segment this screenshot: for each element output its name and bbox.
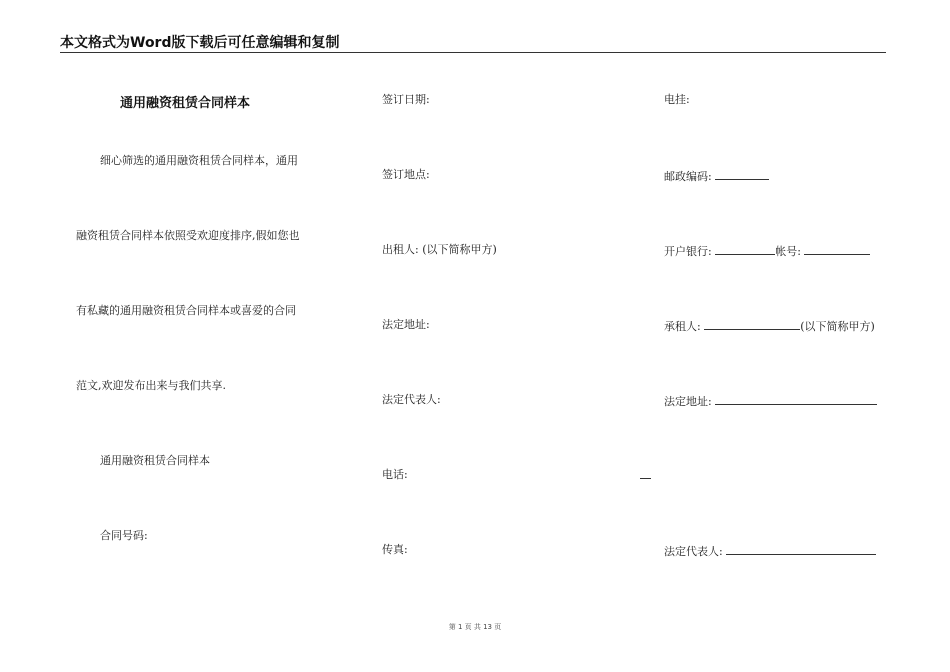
- document-header: 本文格式为Word版下载后可任意编辑和复制: [60, 35, 340, 51]
- lessee-label: 承租人:: [664, 320, 701, 333]
- lessee-row: [664, 318, 875, 334]
- lessor-address-label: 法定地址:: [382, 318, 430, 331]
- postcode-blank: [715, 168, 769, 180]
- intro-line-4: 范文,欢迎发布出来与我们共享.: [76, 379, 226, 392]
- document-title: 通用融资租赁合同样本: [120, 96, 251, 111]
- bank-label: 开户银行:: [664, 245, 712, 258]
- postcode-label: 邮政编码:: [664, 170, 712, 183]
- lessee-rep-label: 法定代表人:: [664, 545, 723, 558]
- lessor-rep-label: 法定代表人:: [382, 393, 441, 406]
- lessee-suffix: (以下简称甲方): [800, 320, 875, 333]
- contract-number-label: 合同号码:: [100, 529, 148, 542]
- account-label: 帐号:: [775, 245, 801, 258]
- intro-line-3: 有私藏的通用融资租赁合同样本或喜爱的合同: [76, 304, 296, 317]
- header-divider: [60, 52, 886, 53]
- bank-blank: [715, 243, 775, 255]
- lessee-blank: [704, 318, 800, 330]
- lessee-rep-blank: [726, 543, 876, 555]
- subtitle: 通用融资租赁合同样本: [100, 454, 210, 467]
- phone-blank: [640, 478, 651, 479]
- postcode-row: [664, 168, 769, 184]
- sign-place-label: 签订地点:: [382, 168, 430, 181]
- fax-label: 传真:: [382, 543, 408, 556]
- telex-label: 电挂:: [664, 93, 690, 106]
- lessor-label: 出租人: (以下简称甲方): [382, 243, 497, 256]
- lessee-address-row: [664, 393, 877, 409]
- account-blank: [804, 243, 870, 255]
- intro-line-1: 细心筛选的通用融资租赁合同样本，通用: [100, 154, 298, 167]
- intro-line-2: 融资租赁合同样本依照受欢迎度排序,假如您也: [76, 229, 300, 242]
- sign-date-label: 签订日期:: [382, 93, 430, 106]
- lessee-address-blank: [715, 393, 877, 405]
- page-footer: 第 1 页 共 13 页: [448, 623, 502, 631]
- bank-row: [664, 243, 870, 259]
- lessee-address-label: 法定地址:: [664, 395, 712, 408]
- lessee-rep-row: [664, 543, 876, 559]
- phone-label: 电话:: [382, 468, 408, 481]
